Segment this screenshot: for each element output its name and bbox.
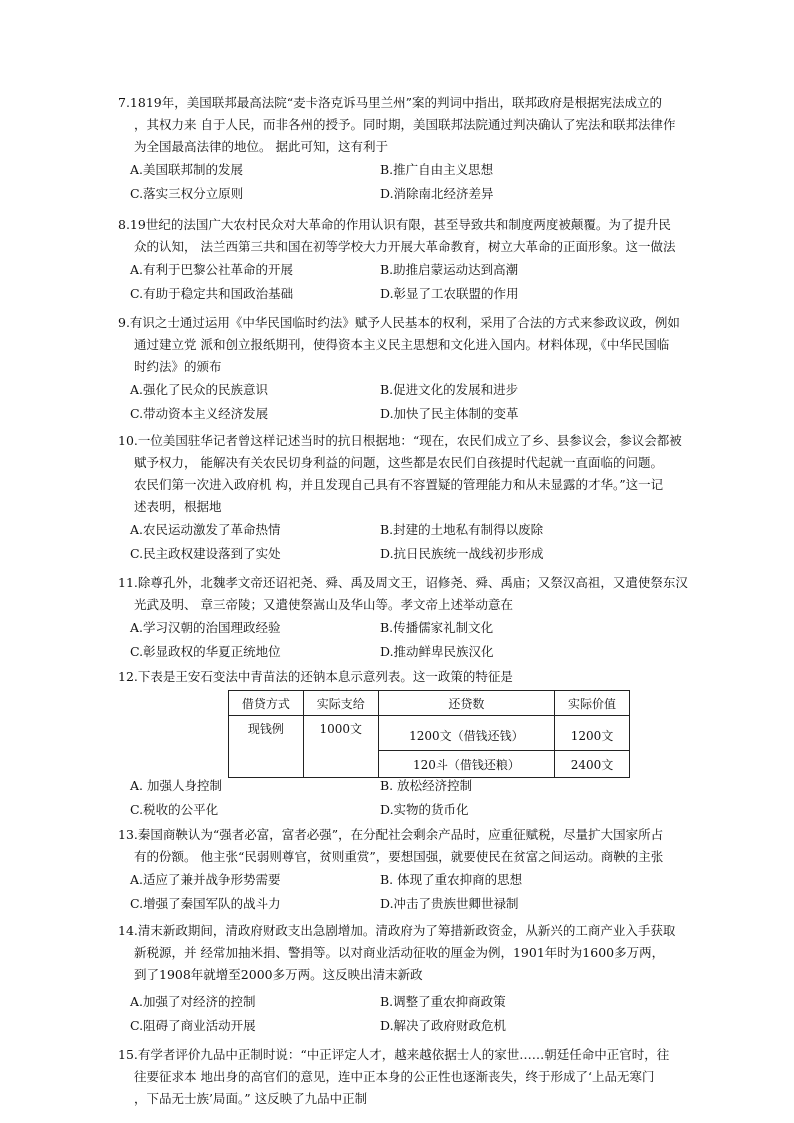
option-b[interactable]: B.传播儒家礼制文化 — [380, 620, 494, 635]
option-row — [118, 990, 678, 1014]
question-stem-line: 时约法》的颁布 — [134, 359, 222, 374]
option-d[interactable]: D.解决了政府财政危机 — [380, 1018, 507, 1033]
option-row — [118, 282, 678, 306]
question-stem-line: ，下品无士族’局面。” 这反映了九品中正制 — [134, 1091, 368, 1106]
question-stem-line: 通过建立党 派和创立报纸期刊，使得资本主义民主思想和文化进入国内。材料体现，《中华民国临 — [134, 337, 670, 352]
option-a[interactable]: A.学习汉朝的治国理政经验 — [130, 620, 281, 635]
option-d[interactable]: D.实物的货币化 — [380, 802, 469, 817]
option-b[interactable]: B.推广自由主义思想 — [380, 162, 494, 177]
option-b[interactable]: B. 体现了重农抑商的思想 — [380, 872, 523, 887]
question-10 — [118, 430, 682, 566]
option-b[interactable]: B.封建的土地私有制得以废除 — [380, 522, 544, 537]
option-row — [118, 402, 678, 426]
question-stem-line: 15.有学者评价九品中正制时说：“中正评定人才，越来越依据士人的家世……朝廷任命中正官时，往 — [118, 1047, 670, 1062]
option-a[interactable]: A.加强了对经济的控制 — [130, 994, 256, 1009]
option-b[interactable]: B.促进文化的发展和进步 — [380, 382, 519, 397]
question-13 — [118, 824, 678, 916]
option-b[interactable]: B.助推启蒙运动达到高潮 — [380, 262, 519, 277]
option-row — [118, 640, 678, 664]
table-header: 实际支给 — [303, 691, 378, 716]
option-a[interactable]: A.强化了民众的民族意识 — [130, 382, 269, 397]
table-cell-repay: 120斗（借钱还粮） — [378, 751, 554, 778]
question-12 — [118, 666, 678, 688]
option-a[interactable]: A.农民运动激发了革命热情 — [130, 522, 281, 537]
option-d[interactable]: D.彰显了工农联盟的作用 — [380, 286, 519, 301]
option-row — [118, 798, 678, 822]
option-c[interactable]: C.带动资本主义经济发展 — [130, 406, 269, 421]
question-stem-line: 7.1819年，美国联邦最高法院“麦卡洛克诉马里兰州”案的判词中指出，联邦政府是根据宪法成立的 — [118, 95, 663, 110]
question-stem-line: 14.清末新政期间，清政府财政支出急剧增加。清政府为了筹措新政资金，从新兴的工商产业入手获取 — [118, 923, 676, 938]
question-stem-line: 有的份额。 他主张“民弱则尊官，贫则重赏”，要想国强，就要使民在贫富之间运动。商鞅的主张 — [134, 849, 664, 864]
table-cell-value: 2400文 — [555, 751, 630, 778]
option-c[interactable]: C.有助于稳定共和国政治基础 — [130, 286, 294, 301]
option-row — [118, 378, 678, 402]
option-d[interactable]: D.冲击了贵族世卿世禄制 — [380, 896, 519, 911]
question-stem-line: 往要征求本 地出身的高官们的意见，连中正本身的公正性也逐渐丧失，终于形成了‘上品无寒门 — [134, 1069, 655, 1084]
option-a[interactable]: A.美国联邦制的发展 — [130, 162, 244, 177]
option-row — [118, 1014, 678, 1038]
option-row — [118, 542, 678, 566]
question-15 — [118, 1044, 678, 1110]
question-stem-line: ，其权力来 自于人民，而非各州的授予。同时期，美国联邦法院通过判决确认了宪法和联邦法律作 — [134, 117, 676, 132]
option-d[interactable]: D.加快了民主体制的变革 — [380, 406, 519, 421]
option-row — [118, 774, 678, 798]
question-stem-line: 述表明，根据地 — [134, 499, 222, 514]
question-stem-line: 到了1908年就增至2000多万两。这反映出清末新政 — [134, 967, 423, 982]
question-stem-line: 众的认知， 法兰西第三共和国在初等学校大力开展大革命教育，树立大革命的正面形象。这一做法 — [134, 239, 676, 254]
option-row — [118, 892, 678, 916]
repayment-table — [228, 690, 630, 778]
option-row — [118, 868, 678, 892]
question-stem-line: 光武及明、 章三帝陵；又遣使祭嵩山及华山等。孝文帝上述举动意在 — [134, 597, 513, 612]
table-row — [229, 716, 630, 751]
option-a[interactable]: A.有利于巴黎公社革命的开展 — [130, 262, 294, 277]
table-header: 还贷数 — [378, 691, 554, 716]
question-stem-line: 农民们第一次进入政府机 构，并且发现自己具有不容置疑的管理能力和从未显露的才华。”这一记 — [134, 477, 664, 492]
option-c[interactable]: C.民主政权建设落到了实处 — [130, 546, 281, 561]
option-d[interactable]: D.抗日民族统一战线初步形成 — [380, 546, 544, 561]
option-row — [118, 182, 678, 206]
table-cell-repay: 1200文（借钱还钱） — [378, 716, 554, 751]
question-14 — [118, 920, 678, 1038]
option-b[interactable]: B.调整了重农抑商政策 — [380, 994, 506, 1009]
table-cell-value: 1200文 — [555, 716, 630, 751]
question-11 — [118, 572, 688, 664]
table-cell-method: 现钱例 — [229, 716, 304, 778]
question-stem-line: 8.19世纪的法国广大农村民众对大革命的作用认识有限，甚至导致共和制度两度被颠覆。为了提升民 — [118, 217, 671, 232]
question-7 — [118, 92, 678, 206]
option-c[interactable]: C.阻碍了商业活动开展 — [130, 1018, 256, 1033]
question-stem-line: 9.有识之士通过运用《中华民国临时约法》赋予人民基本的权利，采用了合法的方式来参政议政，例如 — [118, 315, 680, 330]
question-stem-line: 10.一位美国驻华记者曾这样记述当时的抗日根据地：“现在，农民们成立了乡、县参议会，参议会都被 — [118, 433, 682, 448]
table-cell-given: 1000文 — [303, 716, 378, 778]
option-row — [118, 518, 678, 542]
question-12-options — [118, 774, 678, 822]
option-a[interactable]: A.适应了兼并战争形势需要 — [130, 872, 281, 887]
question-stem-line: 为全国最高法律的地位。 据此可知，这有利于 — [134, 139, 388, 154]
table-header: 借贷方式 — [229, 691, 304, 716]
question-9 — [118, 312, 678, 426]
option-c[interactable]: C.税收的公平化 — [130, 802, 219, 817]
question-stem-line: 赋予权力， 能解决有关农民切身利益的问题，这些都是农民们自孩提时代起就一直面临的问题。 — [134, 455, 663, 470]
question-stem-line: 新税源，并 经常加抽米捐、警捐等。以对商业活动征收的厘金为例，1901年时为1600多万两， — [134, 945, 665, 960]
table-header-row — [229, 691, 630, 716]
option-c[interactable]: C.彰显政权的华夏正统地位 — [130, 644, 281, 659]
option-c[interactable]: C.增强了秦国军队的战斗力 — [130, 896, 281, 911]
question-stem-line: 13.秦国商鞅认为“强者必富，富者必强”，在分配社会剩余产品时，应重征赋税，尽量扩大国家所占 — [118, 827, 664, 842]
table-header: 实际价值 — [555, 691, 630, 716]
option-row — [118, 158, 678, 182]
question-8 — [118, 214, 678, 306]
option-row — [118, 616, 678, 640]
option-c[interactable]: C.落实三权分立原则 — [130, 186, 244, 201]
question-stem-line: 11.除尊孔外，北魏孝文帝还诏祀尧、舜、禹及周文王，诏修尧、舜、禹庙；又祭汉高祖，又遣使祭东汉 — [118, 575, 688, 590]
question-stem-line: 12.下表是王安石变法中青苗法的还钠本息示意列表。这一政策的特征是 — [118, 669, 513, 684]
option-d[interactable]: D.消除南北经济差异 — [380, 186, 494, 201]
option-d[interactable]: D.推动鲜卑民族汉化 — [380, 644, 494, 659]
option-a[interactable]: A. 加强人身控制 — [130, 778, 222, 793]
option-b[interactable]: B. 放松经济控制 — [380, 778, 473, 793]
option-row — [118, 258, 678, 282]
